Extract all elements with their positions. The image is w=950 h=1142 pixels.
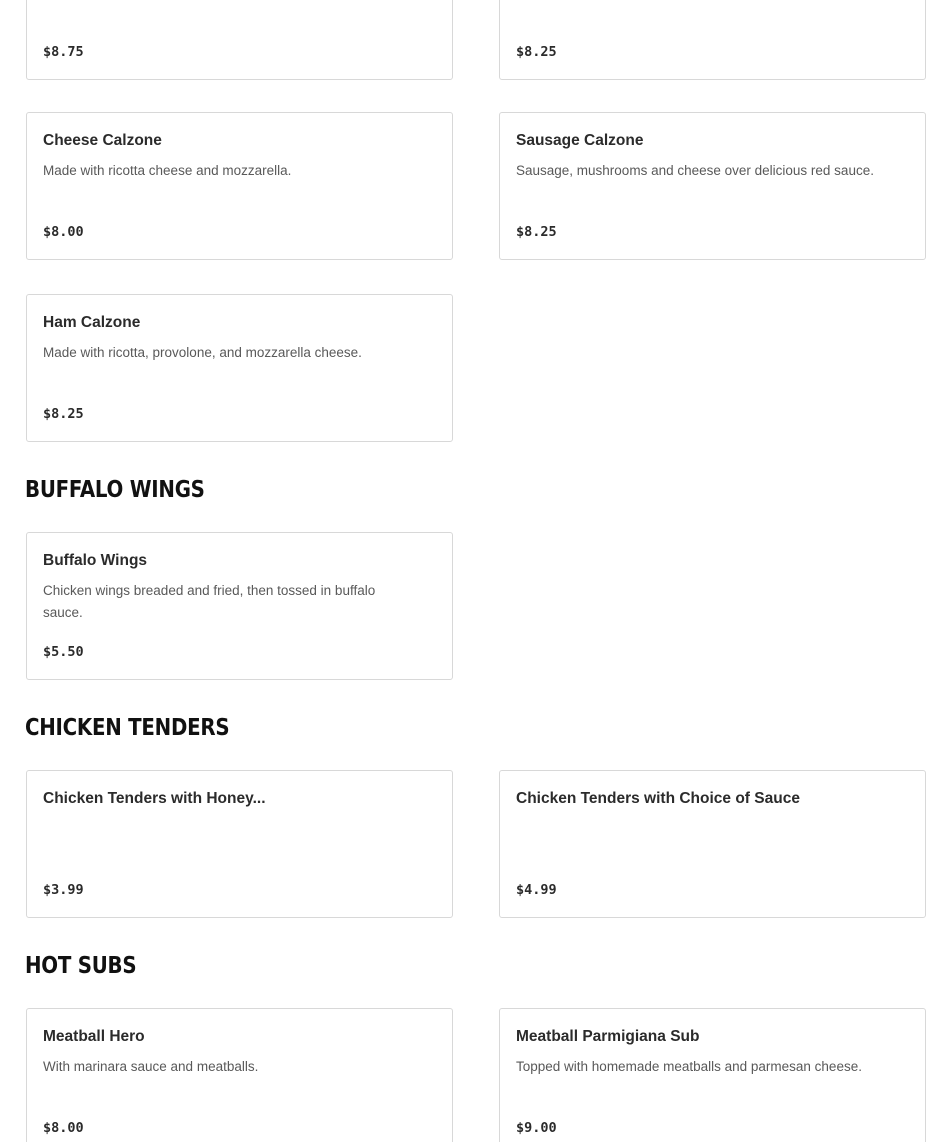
menu-item-name: Chicken Tenders with Honey... xyxy=(43,790,266,807)
menu-item-price: $9.00 xyxy=(516,1120,557,1136)
menu-item-name: Meatball Hero xyxy=(43,1028,145,1045)
menu-item-card[interactable] xyxy=(499,112,926,260)
menu-item-card[interactable] xyxy=(499,770,926,918)
section-title-buffalo-wings: BUFFALO WINGS xyxy=(25,477,205,503)
menu-item-name: Buffalo Wings xyxy=(43,552,148,569)
menu-item-description: Sausage, mushrooms and cheese over delicious red sauce. xyxy=(516,163,874,178)
menu-item-card[interactable] xyxy=(499,0,926,80)
menu-item-price: $4.99 xyxy=(516,882,557,898)
menu-item-price: $8.25 xyxy=(516,224,557,240)
menu-item-card[interactable] xyxy=(26,770,453,918)
menu-item-name: Chicken Tenders with Choice of Sauce xyxy=(516,790,800,807)
section-title-hot-subs: HOT SUBS xyxy=(25,953,137,979)
menu-item-price: $3.99 xyxy=(43,882,84,898)
menu-item-price: $5.50 xyxy=(43,644,84,660)
menu-item-card[interactable] xyxy=(26,112,453,260)
menu-item-card[interactable] xyxy=(26,0,453,80)
menu-item-description: Made with ricotta, provolone, and mozzarella cheese. xyxy=(43,345,362,360)
menu-item-price: $8.75 xyxy=(43,44,84,60)
menu-item-card[interactable] xyxy=(26,532,453,680)
menu-item-description: Chicken wings breaded and fried, then tossed in buffalo sauce. xyxy=(43,583,376,620)
menu-item-price: $8.25 xyxy=(43,406,84,422)
menu-item-price: $8.00 xyxy=(43,1120,84,1136)
menu-item-name: Meatball Parmigiana Sub xyxy=(516,1028,700,1045)
menu-item-name: Ham Calzone xyxy=(43,314,141,331)
menu-item-description: Topped with homemade meatballs and parmesan cheese. xyxy=(516,1059,862,1074)
menu-item-price: $8.00 xyxy=(43,224,84,240)
menu-item-name: Sausage Calzone xyxy=(516,132,644,149)
menu-item-price: $8.25 xyxy=(516,44,557,60)
menu-item-card[interactable] xyxy=(26,1008,453,1142)
section-title-chicken-tenders: CHICKEN TENDERS xyxy=(25,715,230,741)
menu-item-description: With marinara sauce and meatballs. xyxy=(43,1059,259,1074)
menu-item-card[interactable] xyxy=(26,294,453,442)
menu-item-name: Cheese Calzone xyxy=(43,132,162,149)
menu-item-card[interactable] xyxy=(499,1008,926,1142)
menu-item-description: Made with ricotta cheese and mozzarella. xyxy=(43,163,292,178)
